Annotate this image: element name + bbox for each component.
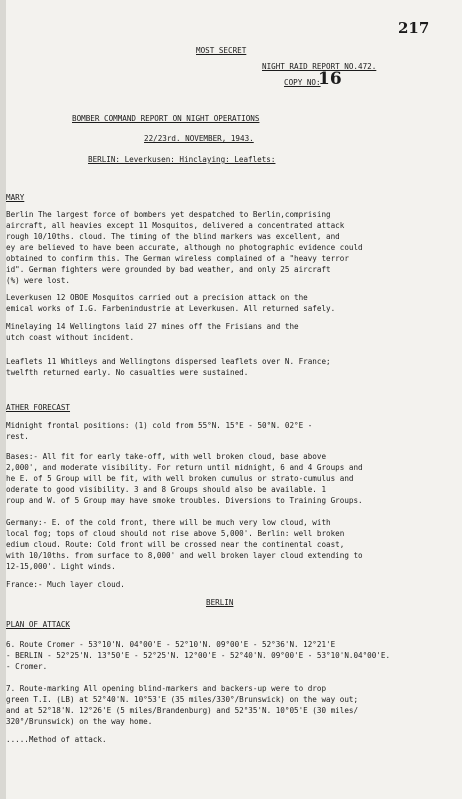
- weather-line: oderate to good visibility. 3 and 8 Groups should also be available. 1: [6, 485, 327, 494]
- summary-line: ey are believed to have been accurate, although no photographic evidence could: [6, 243, 363, 252]
- page-number: 217: [398, 19, 430, 37]
- summary-line: twelfth returned early. No casualties were sustained.: [6, 368, 249, 377]
- weather-line: 2,000', and moderate visibility. For return until midnight, 6 and 4 Groups and: [6, 463, 363, 472]
- weather-line: with 10/10ths. from surface to 8,000' and well broken layer cloud extending to: [6, 551, 363, 560]
- weather-line: 12-15,000'. Light winds.: [6, 562, 116, 571]
- summary-line: emical works of I.G. Farbenindustrie at Leverkusen. All returned safely.: [6, 304, 336, 313]
- plan-line: 6. Route Cromer - 53°10'N. 04°00'E - 52°10'N. 09°00'E - 52°36'N. 12°21'E: [6, 640, 336, 649]
- summary-line: aircraft, all heavies except 11 Mosquitos, delivered a concentrated attack: [6, 221, 345, 230]
- report-number: NIGHT RAID REPORT NO.472.: [262, 62, 377, 71]
- summary-line: Leverkusen 12 OBOE Mosquitos carried out a precision attack on the: [6, 293, 308, 302]
- weather-line: Germany:- E. of the cold front, there will be much very low cloud, with: [6, 518, 331, 527]
- classification: MOST SECRET: [196, 46, 247, 55]
- weather-line: edium cloud. Route: Cold front will be crossed near the continental coast,: [6, 540, 345, 549]
- weather-line: local fog; tops of cloud should not rise above 5,000'. Berlin: well broken: [6, 529, 345, 538]
- copy-number-label: COPY NO:: [284, 78, 321, 87]
- summary-line: rough 10/10ths. cloud. The timing of the blind markers was excellent, and: [6, 232, 340, 241]
- section-berlin: BERLIN: [206, 598, 234, 607]
- weather-line: Midnight frontal positions: (1) cold from 55°N. 15°E - 50°N. 02°E -: [6, 421, 313, 430]
- report-targets: BERLIN: Leverkusen: Hinclaying: Leaflets:: [88, 155, 276, 164]
- weather-line: rest.: [6, 432, 29, 441]
- weather-line: France:- Much layer cloud.: [6, 580, 125, 589]
- plan-heading: PLAN OF ATTACK: [6, 620, 71, 629]
- summary-line: id". German fighters were grounded by bad weather, and only 25 aircraft: [6, 265, 331, 274]
- summary-line: (%) were lost.: [6, 276, 71, 285]
- plan-line: 7. Route-marking All opening blind-markers and backers-up were to drop: [6, 684, 327, 693]
- scan-edge: [0, 0, 6, 799]
- plan-line: - BERLIN - 52°25'N. 13°50'E - 52°25'N. 12°00'E - 52°40'N. 09°00'E - 53°10'N.04°00'E.: [6, 651, 391, 660]
- summary-line: obtained to confirm this. The German wireless complained of a "heavy terror: [6, 254, 349, 263]
- weather-line: Bases:- All fit for early take-off, with well broken cloud, base above: [6, 452, 327, 461]
- plan-line: and at 52°18'N. 12°26'E (5 miles/Brandenburg) and 52°35'N. 10°05'E (30 miles/: [6, 706, 359, 715]
- summary-line: Minelaying 14 Wellingtons laid 27 mines off the Frisians and the: [6, 322, 299, 331]
- report-date: 22/23rd. NOVEMBER, 1943.: [144, 134, 254, 143]
- report-title: BOMBER COMMAND REPORT ON NIGHT OPERATIONS: [72, 114, 260, 123]
- weather-heading: ATHER FORECAST: [6, 403, 71, 412]
- plan-line: - Cromer.: [6, 662, 48, 671]
- plan-line: green T.I. (LB) at 52°40'N. 10°53'E (35 miles/330°/Brunswick) on the way out;: [6, 695, 359, 704]
- summary-heading: MARY: [6, 193, 25, 202]
- plan-line: .....Method of attack.: [6, 735, 107, 744]
- summary-line: Berlin The largest force of bombers yet despatched to Berlin,comprising: [6, 210, 331, 219]
- summary-line: utch coast without incident.: [6, 333, 135, 342]
- weather-line: roup and W. of 5 Group may have smoke troubles. Diversions to Training Groups.: [6, 496, 363, 505]
- summary-line: Leaflets 11 Whitleys and Wellingtons dispersed leaflets over N. France;: [6, 357, 331, 366]
- weather-line: he E. of 5 Group will be fit, with well broken cumulus or strato-cumulus and: [6, 474, 354, 483]
- plan-line: 320°/Brunswick) on the way home.: [6, 717, 153, 726]
- copy-number-value: 16: [318, 69, 342, 89]
